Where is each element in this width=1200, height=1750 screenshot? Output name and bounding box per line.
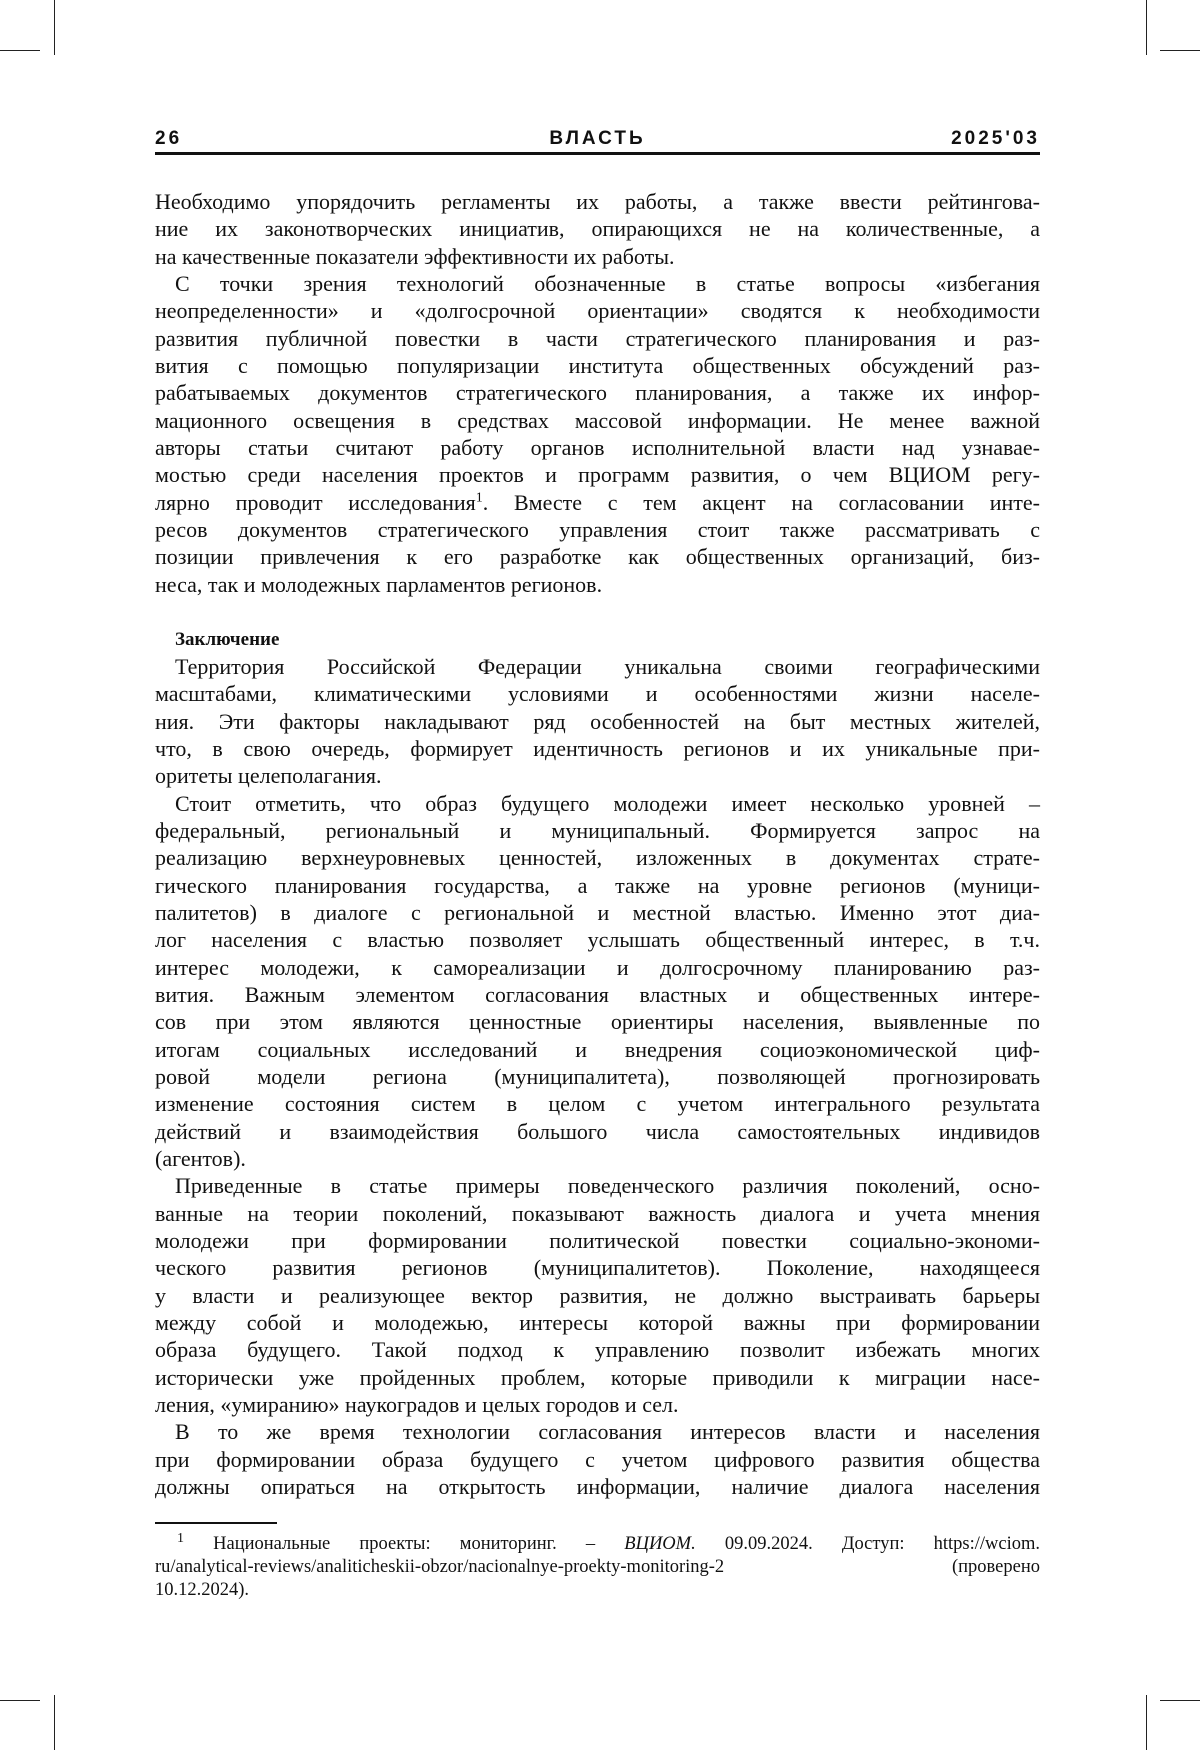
footnote-line: ru/analytical-reviews/analiticheskii-obzor/nacionalnye-proekty-monitoring-2 (проверено [155,1556,1040,1579]
footnote-source: ВЦИОМ. [624,1534,695,1554]
text-line: (агентов). [155,1145,1040,1172]
text-line: рабатываемых документов стратегического планирования, а также их инфор- [155,379,1040,406]
text-line: ческого развития регионов (муниципалитетов). Поколение, находящееся [155,1254,1040,1281]
text-segment: . Вместе с тем акцент на согласовании инте- [483,490,1040,515]
text-line: В то же время технологии согласования интересов власти и населения [155,1418,1040,1445]
crop-mark [1160,1700,1200,1701]
text-line: вития. Важным элементом согласования властных и общественных интере- [155,981,1040,1008]
text-line: мостью среди населения проектов и программ развития, о чем ВЦИОМ регу- [155,461,1040,488]
text-line: ресов документов стратегического управления стоит также рассматривать с [155,516,1040,543]
crop-mark [1146,0,1147,55]
text-line [155,489,1040,516]
text-line: мационного освещения в средствах массовой информации. Не менее важной [155,407,1040,434]
text-line: Стоит отметить, что образ будущего молодежи имеет несколько уровней – [155,790,1040,817]
text-line: гического планирования государства, а также на уровне регионов (муници- [155,872,1040,899]
text-line: федеральный, региональный и муниципальный. Формируется запрос на [155,817,1040,844]
journal-title: ВЛАСТЬ [155,128,1040,150]
text-line: на качественные показатели эффективности их работы. [155,243,1040,270]
text-line: изменение состояния систем в целом с учетом интегрального результата [155,1090,1040,1117]
text-line: исторически уже пройденных проблем, которые приводили к миграции насе- [155,1364,1040,1391]
text-line: ния. Эти факторы накладывают ряд особенностей на быт местных жителей, [155,708,1040,735]
crop-mark [0,1700,40,1701]
crop-mark [54,1695,55,1750]
crop-mark [0,50,40,51]
footnote-number: 1 [177,1531,184,1546]
text-line: неопределенности» и «долгосрочной ориентации» сводятся к необходимости [155,297,1040,324]
text-line: должны опираться на открытость информации, наличие диалога населения [155,1473,1040,1500]
footnote [155,1533,1040,1602]
article-body [155,188,1040,1501]
text-line: действий и взаимодействия большого числа самостоятельных индивидов [155,1118,1040,1145]
text-line: палитетов) в диалоге с региональной и местной властью. Именно этот диа- [155,899,1040,926]
crop-mark [1146,1695,1147,1750]
text-line: оритеты целеполагания. [155,762,1040,789]
text-line: авторы статьи считают работу органов исполнительной власти над узнавае- [155,434,1040,461]
footnote-line: 10.12.2024). [155,1579,1040,1602]
text-line: при формировании образа будущего с учетом цифрового развития общества [155,1446,1040,1473]
footnote-reference[interactable]: 1 [476,490,483,505]
text-line: образа будущего. Такой подход к управлению позволит избежать многих [155,1336,1040,1363]
text-line: ровой модели региона (муниципалитета), позволяющей прогнозировать [155,1063,1040,1090]
text-line: итогам социальных исследований и внедрения социоэкономической циф- [155,1036,1040,1063]
text-line: реализацию верхнеуровневых ценностей, изложенных в документах страте- [155,844,1040,871]
text-line: сов при этом являются ценностные ориентиры населения, выявленные по [155,1008,1040,1035]
text-line: Территория Российской Федерации уникальна своими географическими [155,653,1040,680]
text-line: интерес молодежи, к самореализации и долгосрочному планированию раз- [155,954,1040,981]
text-line: что, в свою очередь, формирует идентичность регионов и их уникальные при- [155,735,1040,762]
footnote-rule [155,1522,277,1524]
footnote-text: Национальные проекты: мониторинг. – [213,1534,624,1554]
text-line: ние их законотворческих инициатив, опирающихся не на количественные, а [155,215,1040,242]
text-line: Необходимо упорядочить регламенты их работы, а также ввести рейтингова- [155,188,1040,215]
text-line: масштабами, климатическими условиями и особенностями жизни населе- [155,680,1040,707]
page-number: 26 [155,128,182,150]
crop-mark [54,0,55,55]
text-segment: лярно проводит исследования [155,490,476,515]
text-line: ления, «умиранию» наукоградов и целых городов и сел. [155,1391,1040,1418]
issue-number: 2025'03 [951,128,1040,150]
footnote-line [155,1533,1040,1556]
text-line: неса, так и молодежных парламентов регионов. [155,571,1040,598]
text-line: лог населения с властью позволяет услышать общественный интерес, в т.ч. [155,926,1040,953]
text-line: ванные на теории поколений, показывают важность диалога и учета мнения [155,1200,1040,1227]
footnote-text: 09.09.2024. Доступ: https://wciom. [696,1534,1040,1554]
crop-mark [1160,50,1200,51]
text-line: молодежи при формировании политической повестки социально-экономи- [155,1227,1040,1254]
section-heading: Заключение [155,626,1040,653]
text-line: позиции привлечения к его разработке как общественных организаций, биз- [155,543,1040,570]
text-line: у власти и реализующее вектор развития, не должно выстраивать барьеры [155,1282,1040,1309]
text-line: развития публичной повестки в части стратегического планирования и раз- [155,325,1040,352]
text-line: между собой и молодежью, интересы которой важны при формировании [155,1309,1040,1336]
header-rule [155,152,1040,155]
text-line: Приведенные в статье примеры поведенческого различия поколений, осно- [155,1172,1040,1199]
text-line: С точки зрения технологий обозначенные в статье вопросы «избегания [155,270,1040,297]
text-line: вития с помощью популяризации института общественных обсуждений раз- [155,352,1040,379]
